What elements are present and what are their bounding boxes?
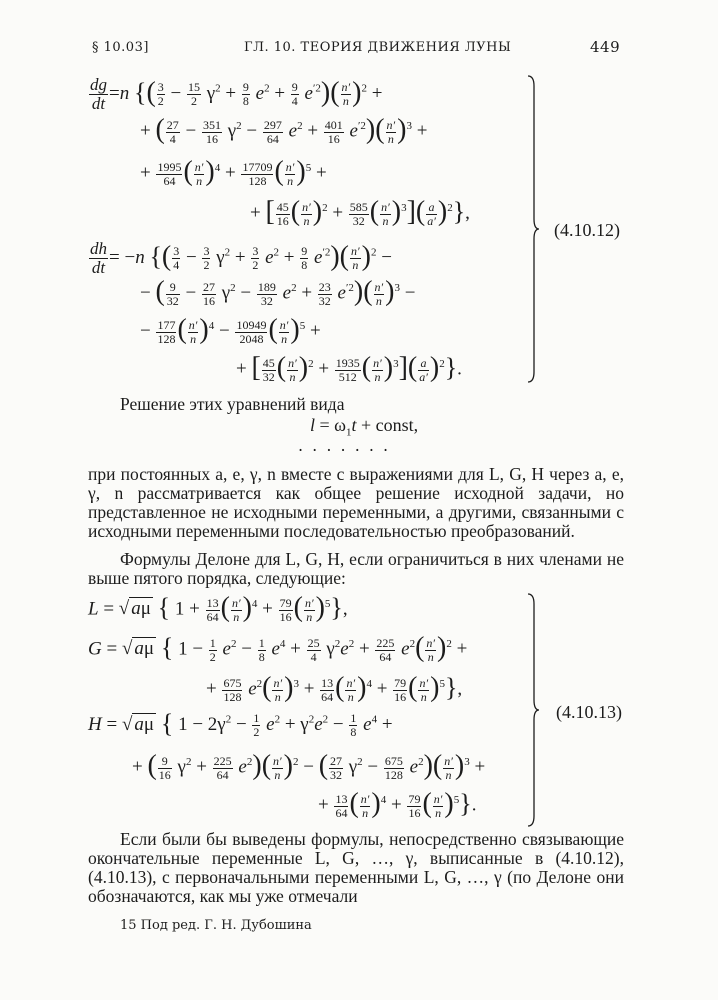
solution-intro: Решение этих уравнений вида <box>120 394 345 414</box>
equation-line: + $\frac{675}{128}$ $e^2$( $\frac{n'}{n}$ )$^3$ + $\frac{13}{64}$ ( $\frac{n'}{n}$ )$^4$ + $\frac{79}{16}$ ( $\frac{n'}{n}$ )$^5$}, <box>206 672 463 704</box>
page-number: 449 <box>590 38 621 56</box>
paragraph-text: при постоянных a, e, γ, n вместе с выражениями для L, G, H через a, e, γ, n рассматривается как общее решение исходной задачи, но представленное не исходными переменными, а другими, связанными с исходными переменными последовательностью преобразований. <box>88 464 624 541</box>
footnote: 15 Под ред. Г. Н. Дубошина <box>120 918 312 933</box>
right-brace <box>526 74 540 384</box>
right-brace <box>526 592 540 828</box>
equation-number: (4.10.13) <box>556 702 622 722</box>
equation-line: + $\frac{1995}{64}$ ( $\frac{n'}{n}$ )$^4$ + $\frac{17709}{128}$ ( $\frac{n'}{n}$ )$^5$ + <box>140 156 327 188</box>
equation-line: − ( $\frac{9}{32}$ − $\frac{27}{16}$ $\gamma^2$ − $\frac{189}{32}$ $e^2$ + $\frac{23}{32}$ $e^{'2}$)( $\frac{n'}{n}$ )$^3$ − <box>140 276 416 308</box>
equation-line: − $\frac{177}{128}$ ( $\frac{n'}{n}$ )$^4$ − $\frac{10949}{2048}$ ( $\frac{n'}{n}$ )$^5$ + <box>140 314 321 346</box>
paragraph-3 <box>88 830 624 906</box>
equation-number: (4.10.12) <box>554 220 620 240</box>
equation-line: + ( $\frac{27}{4}$ − $\frac{351}{16}$ $\gamma^2$ − $\frac{297}{64}$ $e^2$ + $\frac{401}{16}$ $e^{'2}$)( $\frac{n'}{n}$ )$^3$ + <box>140 114 428 146</box>
lhs-denominator: dt <box>91 258 106 277</box>
paragraph-text: Формулы Делоне для L, G, H, если ограничиться в них членами не выше пятого порядка, следующие: <box>88 549 624 588</box>
equation-line: H = √ aμ { $1 - 2\gamma^2$ − $\frac{1}{2}$ $e^2 + \gamma^2e^2$ − $\frac{1}{8}$ $e^4$ + <box>88 708 393 739</box>
equation-line: G = √ aμ { 1 − $\frac{1}{2}$ $e^2$ − $\frac{1}{8}$ $e^4$ + $\frac{25}{4}$ $\gamma^2e^2$ + $\frac{225}{64}$ $e^2$( $\frac{n'}{n}$ )$^2$ + <box>88 632 468 664</box>
paragraph-text: Если были бы выведены формулы, непосредственно связывающие окончательные переменные L, G, …, γ, выписанные в (4.10.12), (4.10.13), с первоначальными переменными L, G, …, γ (по Делоне они обозначаются, как мы уже отмечали <box>88 829 624 906</box>
chapter-title: ГЛ. 10. ТЕОРИЯ ДВИЖЕНИЯ ЛУНЫ <box>244 40 512 55</box>
equation-line: + [ $\frac{45}{16}$ ( $\frac{n'}{n}$ )$^2$ + $\frac{585}{32}$ ( $\frac{n'}{n}$ )$^3$]( $\frac{a}{a'}$ )$^2$}, <box>250 196 470 228</box>
equation-line: + $\frac{13}{64}$ ( $\frac{n'}{n}$ )$^4$ + $\frac{79}{16}$ ( $\frac{n'}{n}$ )$^5$}. <box>318 788 477 820</box>
equation-line: $\frac{dg}{dt}$ =n {( $\frac{3}{2}$ − $\frac{15}{2}$ $\gamma^2$ + $\frac{9}{8}$ $e^2$ + $\frac{9}{4}$ $e^{'2}$)( $\frac{n'}{n}$ )$^2$ + <box>90 75 383 113</box>
equation-line: L = √ aμ { 1 + $\frac{13}{64}$ ( $\frac{n'}{n}$ )$^4$ + $\frac{79}{16}$ ( $\frac{n'}{n}$ )$^5$}, <box>88 592 348 624</box>
lhs-denominator: dt <box>91 94 106 113</box>
lhs-numerator: dg <box>90 75 107 94</box>
solution-formula: $l = \omega_1t$ + const, <box>310 415 419 439</box>
equation-line: $\frac{dh}{dt}$ = −n {( $\frac{3}{4}$ − $\frac{3}{2}$ $\gamma^2$ + $\frac{3}{2}$ $e^2$ + $\frac{9}{8}$ $e^{'2}$)( $\frac{n'}{n}$ )$^2$ − <box>90 239 392 277</box>
equation-line: + [ $\frac{45}{32}$ ( $\frac{n'}{n}$ )$^2$ + $\frac{1935}{512}$ ( $\frac{n'}{n}$ )$^3$]( $\frac{a}{a'}$ )$^2$}. <box>236 352 462 384</box>
section-reference: § 10.03] <box>92 40 149 55</box>
ellipsis-dots: . . . . . . . <box>298 436 391 455</box>
lhs-numerator: dh <box>90 239 107 258</box>
equation-line: + ( $\frac{9}{16}$ $\gamma^2$ + $\frac{225}{64}$ $e^2$)( $\frac{n'}{n}$ )$^2$ − ( $\frac{27}{32}$ $\gamma^2$ − $\frac{675}{128}$ $e^2$)( $\frac{n'}{n}$ )$^3$ + <box>132 750 486 782</box>
paragraph-1 <box>88 465 624 541</box>
paragraph-2 <box>88 550 624 588</box>
